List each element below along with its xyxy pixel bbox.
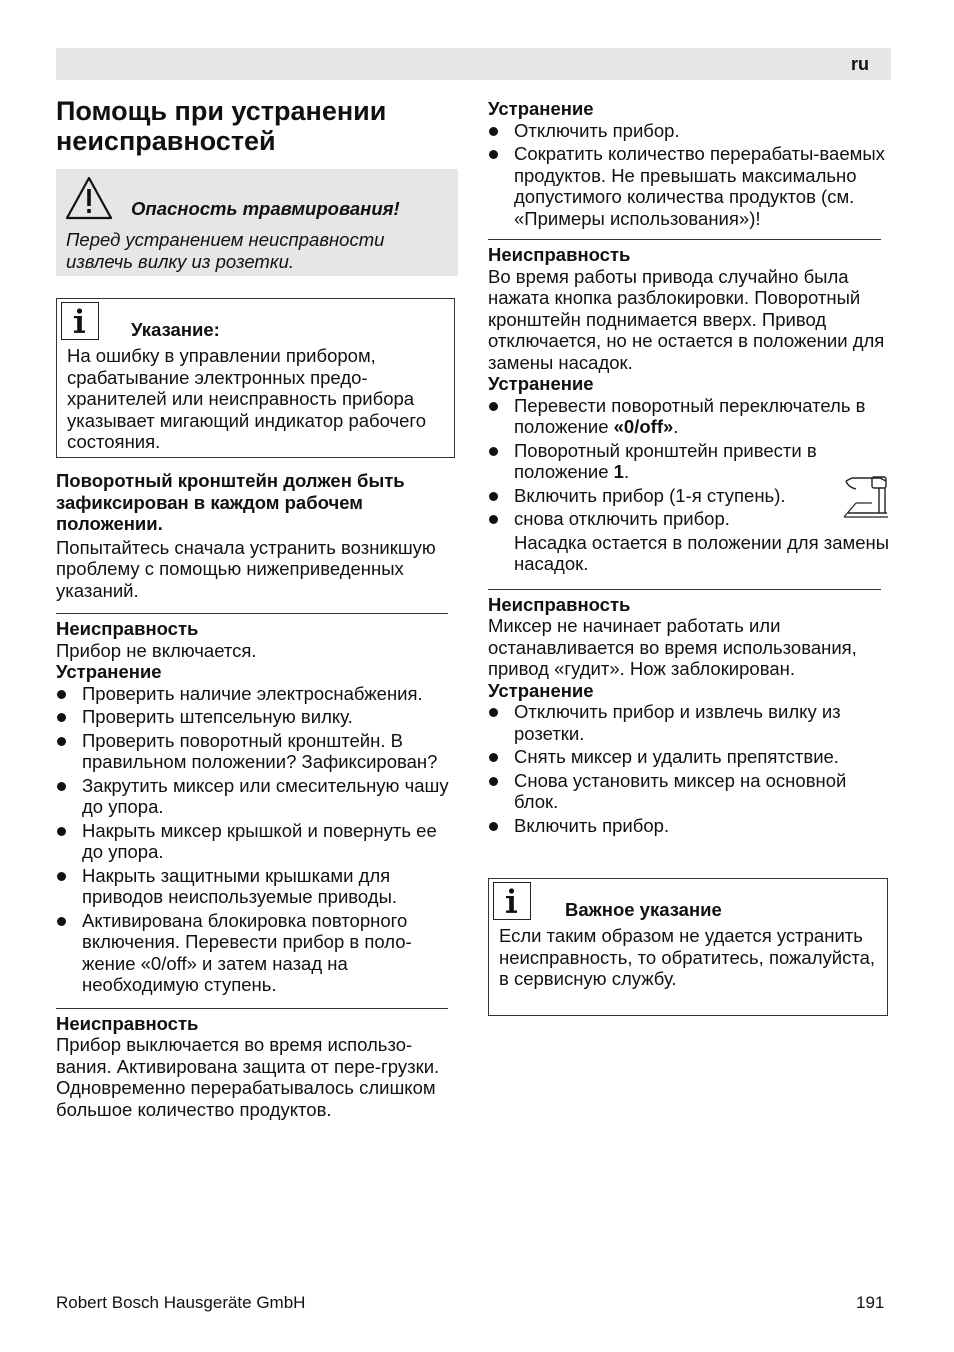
language-code: ru (851, 54, 869, 74)
fix-label: Устранение (56, 661, 162, 682)
info-icon (61, 302, 99, 340)
fix-list (488, 395, 890, 530)
fix-label: Устранение (488, 679, 594, 701)
intro-text: Попытайтесь сначала устранить возникшую проблему с помощью нижеприведенных указаний. (56, 536, 436, 601)
info-icon (493, 882, 531, 920)
list-item: Включить прибор. (488, 815, 890, 837)
fix-list (56, 683, 456, 996)
list-item: Включить прибор (1-я ступень). (488, 485, 890, 507)
page-title: Помощь при устранении неисправностей (56, 96, 387, 156)
list-item: Отключить прибор. (488, 120, 890, 142)
right-column (488, 98, 890, 838)
list-item: Проверить наличие электроснабжения. (56, 683, 456, 705)
fault-label: Неисправность (56, 618, 199, 639)
after-text: Насадка остается в положении для замены насадок. (514, 531, 890, 574)
note-heading: Важное указание (565, 899, 722, 920)
fix-list (488, 120, 890, 230)
warning-triangle-icon (64, 175, 114, 221)
list-item: Снова установить миксер на основной блок. (488, 770, 890, 813)
footer-company: Robert Bosch Hausgeräte GmbH (56, 1293, 306, 1312)
warning-text: Перед устранением неисправности извлечь вилку из розетки. (66, 229, 385, 272)
note-box (56, 298, 455, 458)
fault-text: Во время работы привода случайно была нажата кнопка разблокировки. Поворотный кронштейн поднимается вверх. Привод отключается, но не остается в положении для замены насадок. (488, 265, 885, 373)
important-note-box (488, 878, 888, 1016)
note-heading: Указание: (131, 319, 220, 340)
list-item: Накрыть защитными крышками для приводов неиспользуемые приводы. (56, 865, 456, 908)
warning-heading: Опасность травмирования! (131, 198, 400, 219)
fault-text: Прибор не включается. (56, 639, 257, 661)
note-text: Если таким образом не удается устранить неисправность, то обратитесь, пожалуйста, в сервисную службу. (499, 925, 876, 989)
note-text: На ошибку в управлении прибором, срабатывание электронных предо-хранителей или неисправность прибора указывает мигающий индикатор рабочего состояния. (67, 345, 427, 452)
divider (56, 1008, 448, 1009)
list-item: Проверить поворотный кронштейн. В правильном положении? Зафиксирован? (56, 730, 456, 773)
language-bar (56, 48, 891, 80)
fix-label: Устранение (488, 373, 594, 394)
divider (488, 239, 881, 240)
fix-label: Устранение (488, 98, 594, 119)
fault-label: Неисправность (56, 1012, 199, 1034)
list-item: Перевести поворотный переключатель в положение «0/off». (488, 395, 890, 438)
list-item: Поворотный кронштейн привести в положение 1. (488, 440, 890, 483)
divider (488, 589, 881, 590)
list-item: снова отключить прибор. (488, 508, 890, 530)
fault-text: Миксер не начинает работать или останавливается во время использования, привод «гудит». Нож заблокирован. (488, 615, 857, 679)
list-item: Накрыть миксер крышкой и повернуть ее до упора. (56, 820, 456, 863)
list-item: Отключить прибор и извлечь вилку из розетки. (488, 701, 890, 744)
list-item: Закрутить миксер или смесительную чашу до упора. (56, 775, 456, 818)
intro-bold: Поворотный кронштейн должен быть зафиксирован в каждом рабочем положении. (56, 470, 405, 534)
page-number: 191 (856, 1293, 885, 1312)
left-column (56, 470, 456, 1120)
fault-label: Неисправность (488, 244, 631, 265)
list-item: Проверить штепсельную вилку. (56, 706, 456, 728)
appliance-stand-icon (842, 473, 890, 519)
fault-label: Неисправность (488, 593, 631, 615)
list-item: Снять миксер и удалить препятствие. (488, 746, 890, 768)
warning-box (56, 169, 458, 276)
list-item: Сократить количество перерабаты-ваемых продуктов. Не превышать максимально допустимого количества продуктов (см. «Примеры использования»)! (488, 143, 890, 229)
list-item: Активирована блокировка повторного включения. Перевести прибор в поло-жение «0/off» и затем назад на необходимую ступень. (56, 910, 456, 996)
fault-text: Прибор выключается во время использо-вания. Активирована защита от пере-грузки. Одновременно перерабатывалось слишком большое количество продуктов. (56, 1034, 440, 1120)
fix-list (488, 701, 890, 836)
divider (56, 613, 448, 614)
